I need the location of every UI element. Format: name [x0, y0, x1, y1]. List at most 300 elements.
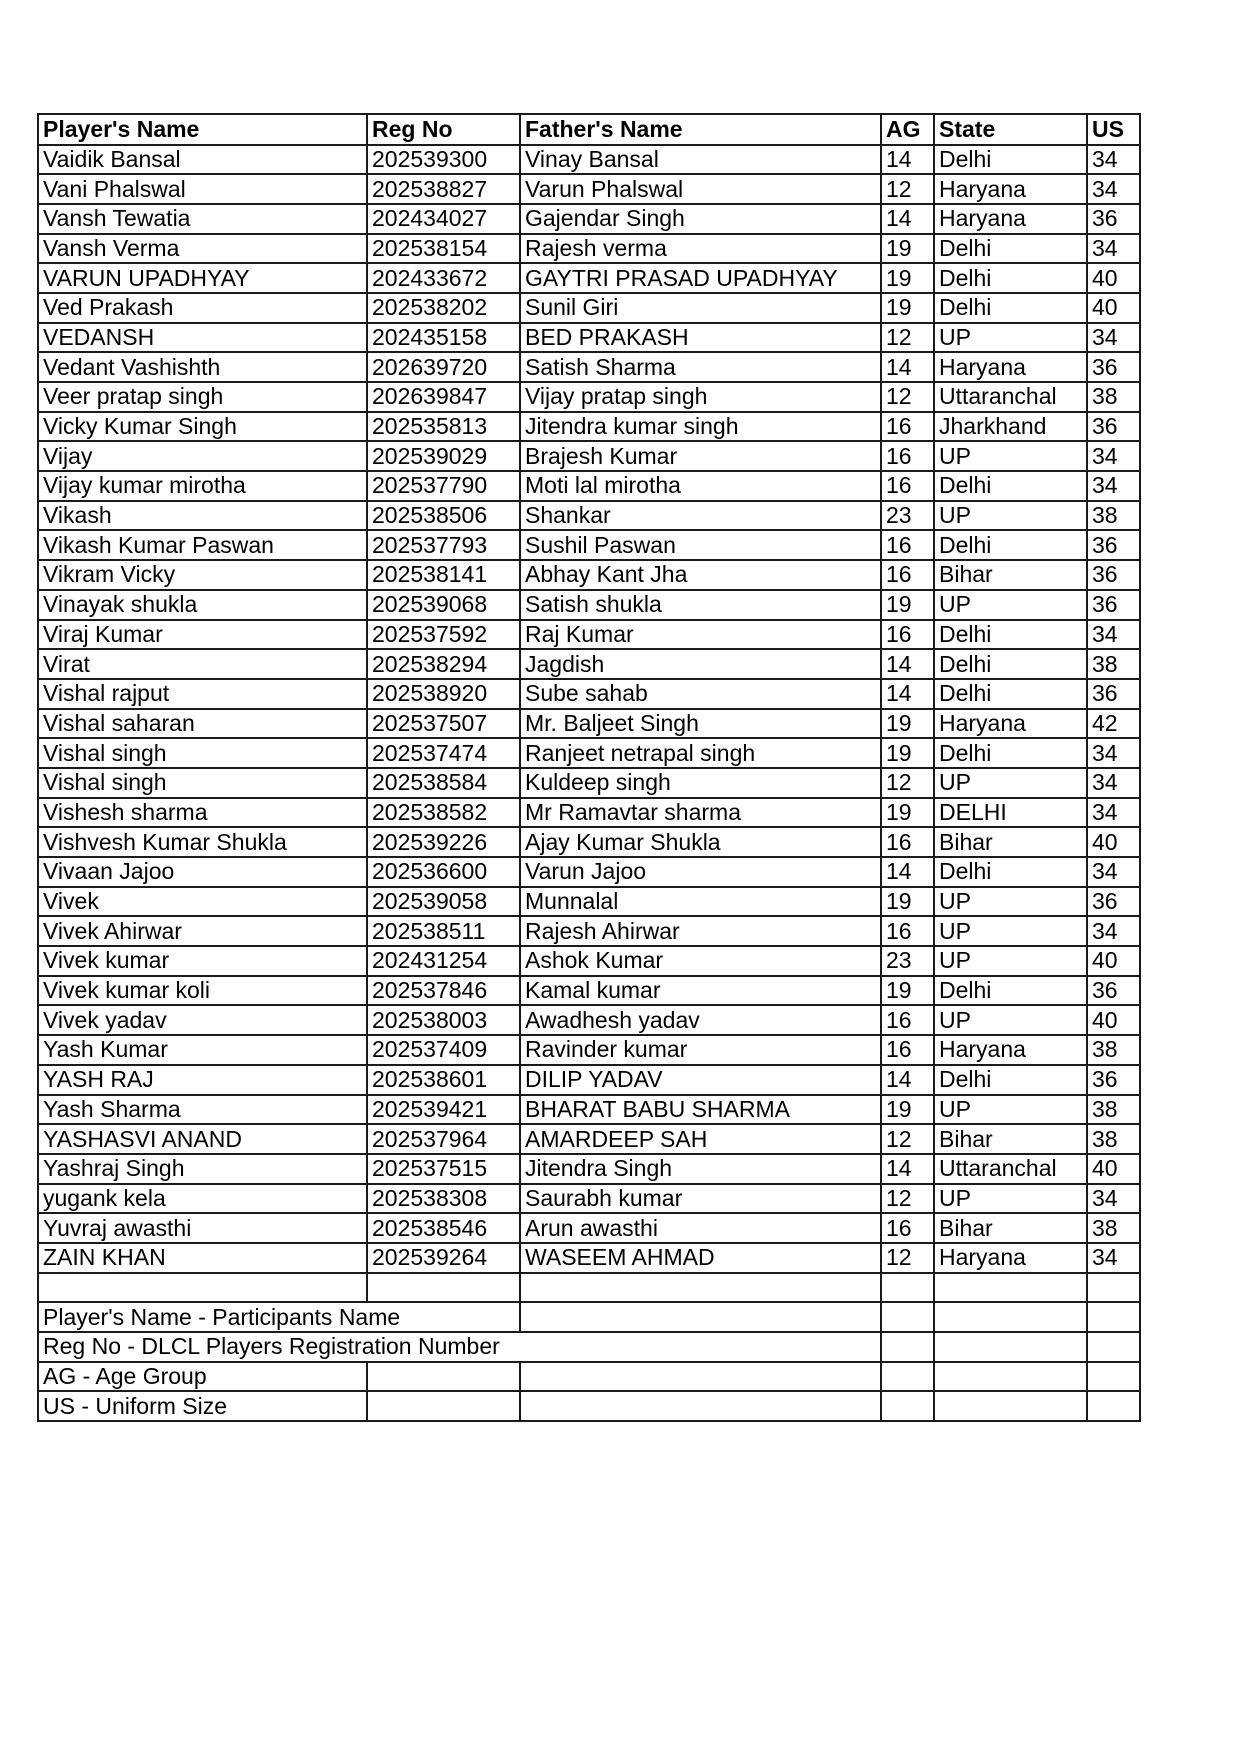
fathers-name-cell: Vinay Bansal: [520, 145, 881, 175]
table-row: [38, 1184, 1140, 1214]
uniform-size-cell: 36: [1087, 560, 1140, 590]
age-group-cell: 19: [881, 293, 934, 323]
reg-no-cell: 202538584: [367, 768, 520, 798]
table-row: [38, 560, 1140, 590]
table-row: [38, 649, 1140, 679]
age-group-cell: 16: [881, 1213, 934, 1243]
state-cell: Delhi: [934, 293, 1087, 323]
reg-no-cell: 202538294: [367, 649, 520, 679]
reg-no-cell: 202539058: [367, 887, 520, 917]
legend-age-group: AG - Age Group: [38, 1362, 367, 1392]
age-group-cell: 14: [881, 145, 934, 175]
uniform-size-cell: 38: [1087, 1095, 1140, 1125]
player-name-cell: Ved Prakash: [38, 293, 367, 323]
age-group-cell: 19: [881, 887, 934, 917]
age-group-cell: 12: [881, 1243, 934, 1273]
age-group-cell: 12: [881, 174, 934, 204]
player-name-cell: Vivek yadav: [38, 1005, 367, 1035]
state-cell: Delhi: [934, 976, 1087, 1006]
table-row: [38, 679, 1140, 709]
uniform-size-cell: 36: [1087, 887, 1140, 917]
player-name-cell: YASH RAJ: [38, 1065, 367, 1095]
player-name-cell: Vivek kumar: [38, 946, 367, 976]
reg-no-cell: 202539264: [367, 1243, 520, 1273]
reg-no-cell: 202537592: [367, 620, 520, 650]
age-group-cell: 14: [881, 679, 934, 709]
uniform-size-cell: 36: [1087, 976, 1140, 1006]
table-row: [38, 174, 1140, 204]
table-row: [38, 382, 1140, 412]
age-group-cell: 16: [881, 827, 934, 857]
blank-cell: [520, 1302, 881, 1332]
fathers-name-cell: AMARDEEP SAH: [520, 1124, 881, 1154]
table-row: [38, 1243, 1140, 1273]
reg-no-cell: 202431254: [367, 946, 520, 976]
table-row: [38, 590, 1140, 620]
state-cell: UP: [934, 590, 1087, 620]
state-cell: UP: [934, 1184, 1087, 1214]
table-row: [38, 530, 1140, 560]
fathers-name-cell: Brajesh Kumar: [520, 441, 881, 471]
state-cell: UP: [934, 887, 1087, 917]
reg-no-cell: 202536600: [367, 857, 520, 887]
age-group-cell: 19: [881, 798, 934, 828]
blank-cell: [520, 1362, 881, 1392]
uniform-size-cell: 38: [1087, 1035, 1140, 1065]
table-row: [38, 234, 1140, 264]
reg-no-cell: 202538506: [367, 501, 520, 531]
fathers-name-cell: Kamal kumar: [520, 976, 881, 1006]
uniform-size-cell: 40: [1087, 946, 1140, 976]
table-row: [38, 293, 1140, 323]
player-name-cell: Vivek kumar koli: [38, 976, 367, 1006]
fathers-name-cell: Raj Kumar: [520, 620, 881, 650]
table-row: [38, 1213, 1140, 1243]
state-cell: Delhi: [934, 530, 1087, 560]
table-row: [38, 471, 1140, 501]
reg-no-cell: 202535813: [367, 412, 520, 442]
fathers-name-cell: Varun Jajoo: [520, 857, 881, 887]
player-name-cell: ZAIN KHAN: [38, 1243, 367, 1273]
uniform-size-cell: 34: [1087, 857, 1140, 887]
player-name-cell: YASHASVI ANAND: [38, 1124, 367, 1154]
age-group-cell: 12: [881, 768, 934, 798]
uniform-size-cell: 36: [1087, 590, 1140, 620]
uniform-size-cell: 40: [1087, 293, 1140, 323]
reg-no-cell: 202538308: [367, 1184, 520, 1214]
header-fathers-name: Father's Name: [520, 114, 881, 145]
blank-cell: [367, 1391, 520, 1421]
fathers-name-cell: Saurabh kumar: [520, 1184, 881, 1214]
blank-cell: [367, 1273, 520, 1303]
uniform-size-cell: 34: [1087, 174, 1140, 204]
uniform-size-cell: 38: [1087, 1124, 1140, 1154]
age-group-cell: 14: [881, 204, 934, 234]
state-cell: Delhi: [934, 263, 1087, 293]
age-group-cell: 19: [881, 709, 934, 739]
blank-cell: [1087, 1302, 1140, 1332]
age-group-cell: 12: [881, 382, 934, 412]
table-row: [38, 976, 1140, 1006]
reg-no-cell: 202639720: [367, 352, 520, 382]
table-row: [38, 352, 1140, 382]
reg-no-cell: 202537964: [367, 1124, 520, 1154]
reg-no-cell: 202538511: [367, 916, 520, 946]
fathers-name-cell: Ashok Kumar: [520, 946, 881, 976]
state-cell: Delhi: [934, 857, 1087, 887]
uniform-size-cell: 36: [1087, 1065, 1140, 1095]
age-group-cell: 14: [881, 352, 934, 382]
fathers-name-cell: Abhay Kant Jha: [520, 560, 881, 590]
age-group-cell: 12: [881, 1124, 934, 1154]
age-group-cell: 16: [881, 620, 934, 650]
blank-cell: [520, 1391, 881, 1421]
players-table: [37, 113, 1141, 1422]
table-row: [38, 204, 1140, 234]
player-name-cell: Yashraj Singh: [38, 1154, 367, 1184]
reg-no-cell: 202537846: [367, 976, 520, 1006]
player-name-cell: Yuvraj awasthi: [38, 1213, 367, 1243]
state-cell: Haryana: [934, 204, 1087, 234]
state-cell: Bihar: [934, 560, 1087, 590]
fathers-name-cell: Jagdish: [520, 649, 881, 679]
reg-no-cell: 202538920: [367, 679, 520, 709]
blank-cell: [881, 1302, 934, 1332]
uniform-size-cell: 34: [1087, 916, 1140, 946]
table-row: [38, 441, 1140, 471]
state-cell: UP: [934, 501, 1087, 531]
legend-row: [38, 1362, 1140, 1392]
blank-cell: [38, 1273, 367, 1303]
player-name-cell: Vikash: [38, 501, 367, 531]
fathers-name-cell: Satish Sharma: [520, 352, 881, 382]
blank-cell: [881, 1273, 934, 1303]
age-group-cell: 12: [881, 1184, 934, 1214]
header-state: State: [934, 114, 1087, 145]
state-cell: Delhi: [934, 471, 1087, 501]
reg-no-cell: 202538546: [367, 1213, 520, 1243]
uniform-size-cell: 34: [1087, 768, 1140, 798]
state-cell: UP: [934, 1095, 1087, 1125]
player-name-cell: Vikash Kumar Paswan: [38, 530, 367, 560]
table-row: [38, 916, 1140, 946]
legend-row: [38, 1391, 1140, 1421]
player-name-cell: Viraj Kumar: [38, 620, 367, 650]
uniform-size-cell: 34: [1087, 145, 1140, 175]
age-group-cell: 16: [881, 471, 934, 501]
legend-players-name: Player's Name - Participants Name: [38, 1302, 520, 1332]
uniform-size-cell: 36: [1087, 679, 1140, 709]
fathers-name-cell: Jitendra Singh: [520, 1154, 881, 1184]
blank-cell: [1087, 1362, 1140, 1392]
uniform-size-cell: 34: [1087, 1184, 1140, 1214]
player-name-cell: Vijay: [38, 441, 367, 471]
player-name-cell: Virat: [38, 649, 367, 679]
table-row: [38, 1124, 1140, 1154]
state-cell: Bihar: [934, 827, 1087, 857]
reg-no-cell: 202539421: [367, 1095, 520, 1125]
uniform-size-cell: 36: [1087, 204, 1140, 234]
fathers-name-cell: Rajesh Ahirwar: [520, 916, 881, 946]
age-group-cell: 16: [881, 1005, 934, 1035]
age-group-cell: 12: [881, 323, 934, 353]
player-name-cell: Yash Sharma: [38, 1095, 367, 1125]
player-name-cell: Vinayak shukla: [38, 590, 367, 620]
state-cell: Uttaranchal: [934, 382, 1087, 412]
fathers-name-cell: Satish shukla: [520, 590, 881, 620]
fathers-name-cell: Munnalal: [520, 887, 881, 917]
uniform-size-cell: 34: [1087, 738, 1140, 768]
legend-row: [38, 1302, 1140, 1332]
player-name-cell: Vansh Verma: [38, 234, 367, 264]
fathers-name-cell: Mr Ramavtar sharma: [520, 798, 881, 828]
fathers-name-cell: BHARAT BABU SHARMA: [520, 1095, 881, 1125]
table-row: [38, 1065, 1140, 1095]
state-cell: Delhi: [934, 1065, 1087, 1095]
state-cell: UP: [934, 916, 1087, 946]
blank-cell: [881, 1362, 934, 1392]
blank-cell: [1087, 1391, 1140, 1421]
uniform-size-cell: 38: [1087, 501, 1140, 531]
age-group-cell: 19: [881, 1095, 934, 1125]
reg-no-cell: 202537474: [367, 738, 520, 768]
legend-row: [38, 1332, 1140, 1362]
reg-no-cell: 202434027: [367, 204, 520, 234]
state-cell: Delhi: [934, 620, 1087, 650]
table-row: [38, 1154, 1140, 1184]
reg-no-cell: 202539226: [367, 827, 520, 857]
header-players-name: Player's Name: [38, 114, 367, 145]
state-cell: Uttaranchal: [934, 1154, 1087, 1184]
state-cell: Haryana: [934, 352, 1087, 382]
player-name-cell: Vivek: [38, 887, 367, 917]
table-row: [38, 768, 1140, 798]
reg-no-cell: 202539029: [367, 441, 520, 471]
player-name-cell: Vishal rajput: [38, 679, 367, 709]
state-cell: Bihar: [934, 1213, 1087, 1243]
player-name-cell: Vishvesh Kumar Shukla: [38, 827, 367, 857]
reg-no-cell: 202433672: [367, 263, 520, 293]
blank-cell: [934, 1391, 1087, 1421]
state-cell: Haryana: [934, 1035, 1087, 1065]
reg-no-cell: 202539300: [367, 145, 520, 175]
player-name-cell: Vivaan Jajoo: [38, 857, 367, 887]
age-group-cell: 19: [881, 263, 934, 293]
fathers-name-cell: Kuldeep singh: [520, 768, 881, 798]
legend-uniform-size: US - Uniform Size: [38, 1391, 367, 1421]
blank-cell: [934, 1332, 1087, 1362]
state-cell: Haryana: [934, 1243, 1087, 1273]
age-group-cell: 23: [881, 946, 934, 976]
blank-cell: [1087, 1273, 1140, 1303]
state-cell: Delhi: [934, 234, 1087, 264]
blank-cell: [367, 1362, 520, 1392]
reg-no-cell: 202538202: [367, 293, 520, 323]
reg-no-cell: 202537409: [367, 1035, 520, 1065]
uniform-size-cell: 38: [1087, 382, 1140, 412]
player-name-cell: Vishal singh: [38, 738, 367, 768]
reg-no-cell: 202435158: [367, 323, 520, 353]
age-group-cell: 19: [881, 590, 934, 620]
player-name-cell: Yash Kumar: [38, 1035, 367, 1065]
reg-no-cell: 202538582: [367, 798, 520, 828]
age-group-cell: 16: [881, 412, 934, 442]
uniform-size-cell: 34: [1087, 441, 1140, 471]
uniform-size-cell: 34: [1087, 620, 1140, 650]
fathers-name-cell: Vijay pratap singh: [520, 382, 881, 412]
uniform-size-cell: 34: [1087, 1243, 1140, 1273]
table-row: [38, 412, 1140, 442]
header-age-group: AG: [881, 114, 934, 145]
state-cell: UP: [934, 441, 1087, 471]
player-name-cell: Vani Phalswal: [38, 174, 367, 204]
state-cell: UP: [934, 1005, 1087, 1035]
player-name-cell: Veer pratap singh: [38, 382, 367, 412]
fathers-name-cell: Gajendar Singh: [520, 204, 881, 234]
age-group-cell: 19: [881, 976, 934, 1006]
player-name-cell: VEDANSH: [38, 323, 367, 353]
player-name-cell: Vikram Vicky: [38, 560, 367, 590]
table-row: [38, 709, 1140, 739]
player-name-cell: Vicky Kumar Singh: [38, 412, 367, 442]
table-row: [38, 620, 1140, 650]
blank-cell: [934, 1362, 1087, 1392]
state-cell: Haryana: [934, 174, 1087, 204]
reg-no-cell: 202538154: [367, 234, 520, 264]
reg-no-cell: 202537515: [367, 1154, 520, 1184]
uniform-size-cell: 40: [1087, 1154, 1140, 1184]
age-group-cell: 16: [881, 530, 934, 560]
player-name-cell: Vedant Vashishth: [38, 352, 367, 382]
table-row: [38, 1005, 1140, 1035]
age-group-cell: 16: [881, 1035, 934, 1065]
blank-cell: [934, 1273, 1087, 1303]
fathers-name-cell: DILIP YADAV: [520, 1065, 881, 1095]
state-cell: Bihar: [934, 1124, 1087, 1154]
state-cell: Delhi: [934, 649, 1087, 679]
state-cell: Haryana: [934, 709, 1087, 739]
table-row: [38, 1095, 1140, 1125]
uniform-size-cell: 40: [1087, 263, 1140, 293]
header-uniform-size: US: [1087, 114, 1140, 145]
uniform-size-cell: 34: [1087, 798, 1140, 828]
blank-cell: [881, 1391, 934, 1421]
table-row: [38, 798, 1140, 828]
uniform-size-cell: 34: [1087, 234, 1140, 264]
fathers-name-cell: Shankar: [520, 501, 881, 531]
age-group-cell: 23: [881, 501, 934, 531]
table-row: [38, 323, 1140, 353]
age-group-cell: 16: [881, 916, 934, 946]
reg-no-cell: 202538003: [367, 1005, 520, 1035]
table-row: [38, 263, 1140, 293]
player-name-cell: yugank kela: [38, 1184, 367, 1214]
reg-no-cell: 202537793: [367, 530, 520, 560]
fathers-name-cell: Jitendra kumar singh: [520, 412, 881, 442]
age-group-cell: 16: [881, 560, 934, 590]
player-name-cell: Vaidik Bansal: [38, 145, 367, 175]
reg-no-cell: 202537507: [367, 709, 520, 739]
uniform-size-cell: 40: [1087, 827, 1140, 857]
state-cell: UP: [934, 323, 1087, 353]
player-name-cell: Vishesh sharma: [38, 798, 367, 828]
reg-no-cell: 202538827: [367, 174, 520, 204]
uniform-size-cell: 36: [1087, 352, 1140, 382]
reg-no-cell: 202538601: [367, 1065, 520, 1095]
legend-reg-no: Reg No - DLCL Players Registration Number: [38, 1332, 881, 1362]
uniform-size-cell: 38: [1087, 649, 1140, 679]
reg-no-cell: 202639847: [367, 382, 520, 412]
age-group-cell: 16: [881, 441, 934, 471]
fathers-name-cell: Arun awasthi: [520, 1213, 881, 1243]
fathers-name-cell: Varun Phalswal: [520, 174, 881, 204]
fathers-name-cell: Ravinder kumar: [520, 1035, 881, 1065]
table-row: [38, 887, 1140, 917]
age-group-cell: 19: [881, 738, 934, 768]
blank-cell: [520, 1273, 881, 1303]
fathers-name-cell: WASEEM AHMAD: [520, 1243, 881, 1273]
uniform-size-cell: 34: [1087, 323, 1140, 353]
fathers-name-cell: Sube sahab: [520, 679, 881, 709]
state-cell: DELHI: [934, 798, 1087, 828]
state-cell: UP: [934, 946, 1087, 976]
table-row: [38, 827, 1140, 857]
state-cell: Delhi: [934, 145, 1087, 175]
blank-row: [38, 1273, 1140, 1303]
player-name-cell: Vivek Ahirwar: [38, 916, 367, 946]
reg-no-cell: 202537790: [367, 471, 520, 501]
uniform-size-cell: 36: [1087, 530, 1140, 560]
fathers-name-cell: Awadhesh yadav: [520, 1005, 881, 1035]
header-row: [38, 114, 1140, 145]
blank-cell: [934, 1302, 1087, 1332]
uniform-size-cell: 40: [1087, 1005, 1140, 1035]
table-row: [38, 1035, 1140, 1065]
uniform-size-cell: 42: [1087, 709, 1140, 739]
fathers-name-cell: Ranjeet netrapal singh: [520, 738, 881, 768]
state-cell: Delhi: [934, 738, 1087, 768]
state-cell: Jharkhand: [934, 412, 1087, 442]
fathers-name-cell: GAYTRI PRASAD UPADHYAY: [520, 263, 881, 293]
player-name-cell: Vansh Tewatia: [38, 204, 367, 234]
age-group-cell: 14: [881, 857, 934, 887]
player-name-cell: Vishal saharan: [38, 709, 367, 739]
fathers-name-cell: Ajay Kumar Shukla: [520, 827, 881, 857]
table-row: [38, 857, 1140, 887]
player-name-cell: Vishal singh: [38, 768, 367, 798]
blank-cell: [881, 1332, 934, 1362]
player-name-cell: VARUN UPADHYAY: [38, 263, 367, 293]
table-row: [38, 501, 1140, 531]
uniform-size-cell: 34: [1087, 471, 1140, 501]
header-reg-no: Reg No: [367, 114, 520, 145]
reg-no-cell: 202539068: [367, 590, 520, 620]
fathers-name-cell: BED PRAKASH: [520, 323, 881, 353]
state-cell: UP: [934, 768, 1087, 798]
table-row: [38, 946, 1140, 976]
uniform-size-cell: 38: [1087, 1213, 1140, 1243]
table-row: [38, 738, 1140, 768]
fathers-name-cell: Sushil Paswan: [520, 530, 881, 560]
age-group-cell: 14: [881, 649, 934, 679]
uniform-size-cell: 36: [1087, 412, 1140, 442]
player-name-cell: Vijay kumar mirotha: [38, 471, 367, 501]
fathers-name-cell: Mr. Baljeet Singh: [520, 709, 881, 739]
blank-cell: [1087, 1332, 1140, 1362]
age-group-cell: 14: [881, 1154, 934, 1184]
table-row: [38, 145, 1140, 175]
age-group-cell: 14: [881, 1065, 934, 1095]
